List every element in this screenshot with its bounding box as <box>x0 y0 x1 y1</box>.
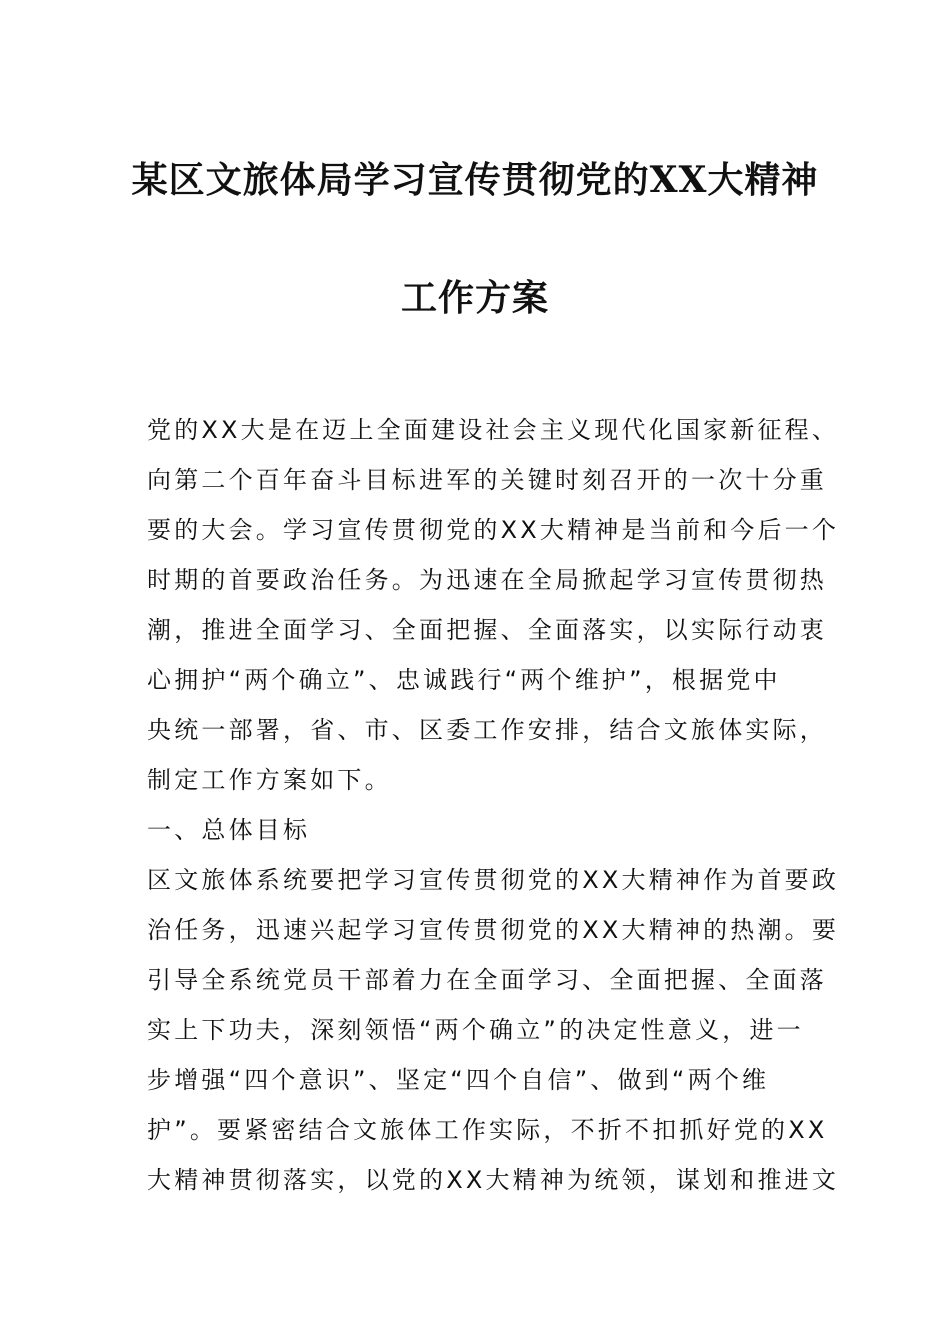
body-line: 制定工作方案如下。 <box>147 766 392 794</box>
document-title-line-1: 某区文旅体局学习宣传贯彻党的XX大精神 <box>131 159 819 201</box>
section-heading: 一、总体目标 <box>147 816 311 844</box>
body-line: 步增强“四个意识”、坚定“四个自信”、做到“两个维 <box>147 1066 770 1094</box>
body-line: 央统一部署，省、市、区委工作安排，结合文旅体实际， <box>147 716 827 744</box>
body-line: 大精神贯彻落实，以党的XX大精神为统领，谋划和推进文 <box>147 1166 840 1194</box>
document-title-line-2: 工作方案 <box>400 277 549 319</box>
body-line: 党的XX大是在迈上全面建设社会主义现代化国家新征程、 <box>147 416 840 444</box>
body-line: 潮，推进全面学习、全面把握、全面落实，以实际行动衷 <box>147 616 827 644</box>
body-line: 要的大会。学习宣传贯彻党的XX大精神是当前和今后一个 <box>147 516 840 544</box>
document-body <box>147 411 840 1211</box>
body-line: 治任务，迅速兴起学习宣传贯彻党的XX大精神的热潮。要 <box>147 916 840 944</box>
body-line: 向第二个百年奋斗目标进军的关键时刻召开的一次十分重 <box>147 466 827 494</box>
body-line: 心拥护“两个确立”、忠诚践行“两个维护”，根据党中 <box>147 666 781 694</box>
body-line: 护”。要紧密结合文旅体工作实际，不折不扣抓好党的XX <box>147 1116 828 1144</box>
body-line: 实上下功夫，深刻领悟“两个确立”的决定性意义，进一 <box>147 1016 804 1044</box>
body-line: 区文旅体系统要把学习宣传贯彻党的XX大精神作为首要政 <box>147 866 840 894</box>
body-line: 时期的首要政治任务。为迅速在全局掀起学习宣传贯彻热 <box>147 566 827 594</box>
body-line: 引导全系统党员干部着力在全面学习、全面把握、全面落 <box>147 966 827 994</box>
